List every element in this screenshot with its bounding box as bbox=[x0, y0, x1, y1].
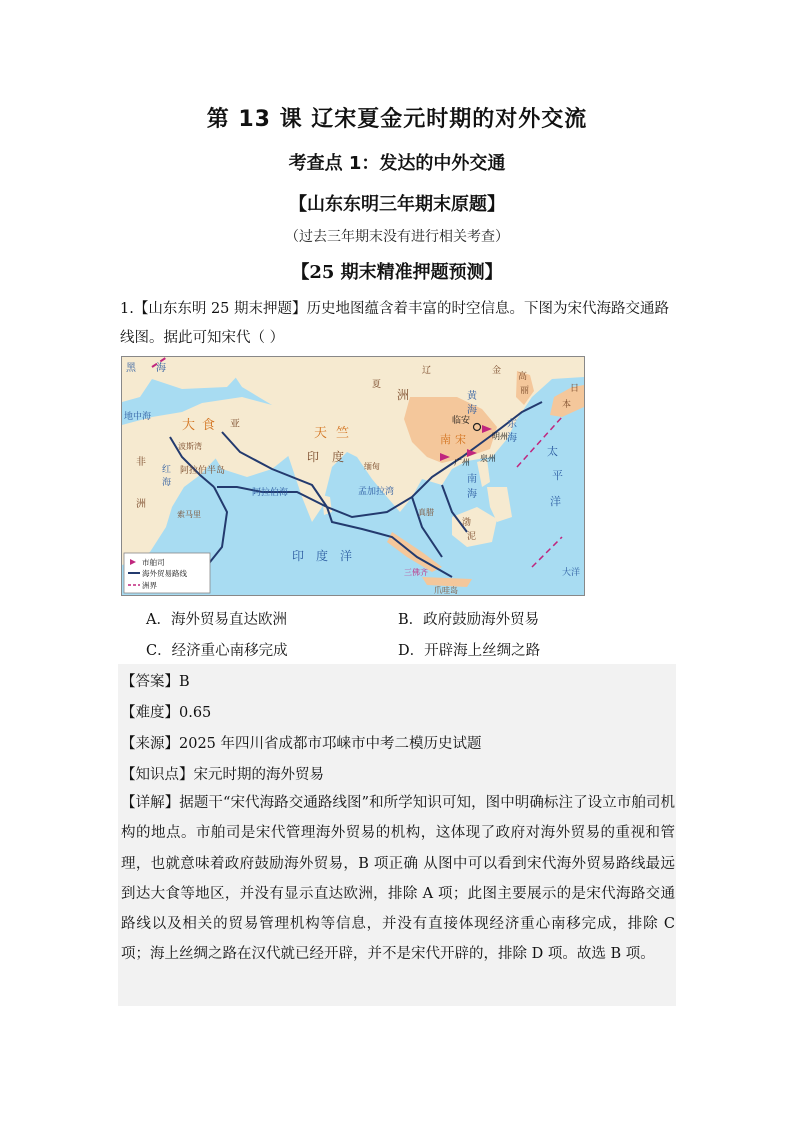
label-east-sea: 东 bbox=[507, 419, 517, 430]
detail-explanation: 【详解】据题干“宋代海路交通路线图”和所学知识可知，图中明确标注了设立市舶司机构的地点。市舶司是宋代管理海外贸易的机构，这体现了政府对海外贸易的重视和管理，也就意味着政府鼓励海外贸易，B 项正确 从图中可以看到宋代海外贸易路线最远到达大食等地区，并没有显示直达欧洲，排除 A 项；此图主要展示的是宋代海路交通路线以及相关的贸易管理机构等信息，并没有直接体现经济重心南移完成，排除 C 项；海上丝绸之路在汉代就已经开辟，并不是宋代开辟的，排除 D 项。故选 B 项。 bbox=[121, 795, 675, 963]
label-myanmar: 缅甸 bbox=[364, 462, 380, 471]
label-pacific-3: 洋 bbox=[550, 495, 561, 508]
label-southern-song: 南 bbox=[440, 433, 451, 446]
label-red-sea: 红 bbox=[162, 465, 172, 475]
lesson-title: 第 13 课 辽宋夏金元时期的对外交流 bbox=[206, 107, 588, 132]
label-japan: 日 bbox=[570, 384, 580, 394]
label-dashi: 大 bbox=[182, 418, 196, 433]
label-boni: 渤 bbox=[462, 518, 472, 528]
label-somalia: 索马里 bbox=[177, 510, 201, 519]
label-bay-of-bengal: 孟加拉湾 bbox=[358, 487, 395, 497]
source-line: 【来源】2025 年四川省成都市邛崃市中考二模历史试题 bbox=[121, 736, 482, 752]
song-sea-route-map bbox=[121, 356, 585, 596]
label-zhenla: 真腊 bbox=[418, 508, 434, 517]
answer-line: 【答案】B bbox=[121, 674, 190, 690]
label-goryeo-2: 丽 bbox=[520, 386, 530, 396]
label-asia-ya: 亚 bbox=[230, 419, 240, 430]
label-red-sea-2: 海 bbox=[162, 478, 172, 488]
section-note: （过去三年期末没有进行相关考查） bbox=[285, 229, 509, 245]
label-asia: 洲 bbox=[397, 388, 410, 402]
label-oceania: 大洋 bbox=[562, 568, 581, 578]
label-boni-2: 泥 bbox=[467, 532, 477, 542]
label-japan-2: 本 bbox=[562, 400, 572, 410]
difficulty-line: 【难度】0.65 bbox=[121, 705, 212, 721]
label-south-sea: 南 bbox=[467, 474, 477, 485]
knowledge-line: 【知识点】宋元时期的海外贸易 bbox=[121, 767, 324, 783]
label-africa-2: 洲 bbox=[136, 499, 146, 510]
exam-point-title: 考查点 1：发达的中外交通 bbox=[288, 153, 506, 174]
legend-border: 洲界 bbox=[142, 581, 157, 590]
label-quanzhou: 泉州 bbox=[480, 454, 496, 463]
label-yellow-sea: 黄 bbox=[467, 391, 477, 402]
label-heihai: 黑 bbox=[126, 363, 136, 374]
question-stem: 1.【山东东明 25 期末押题】历史地图蕴含着丰富的时空信息。下图为宋代海路交通路线图。据此可知宋代（ ） bbox=[120, 301, 670, 346]
label-southern-song-2: 宋 bbox=[455, 433, 466, 446]
option-d[interactable]: D．开辟海上丝绸之路 bbox=[398, 643, 541, 659]
label-pacific-2: 平 bbox=[552, 469, 563, 482]
label-tianzhu-2: 竺 bbox=[336, 426, 350, 441]
label-arabian-sea: 阿拉伯海 bbox=[252, 488, 289, 498]
label-dashi-2: 食 bbox=[202, 418, 216, 433]
option-a[interactable]: A．海外贸易直达欧洲 bbox=[146, 612, 287, 628]
label-jin: 金 bbox=[492, 366, 502, 376]
label-indian-ocean: 印 度 洋 bbox=[292, 549, 353, 563]
label-persian-gulf: 波斯湾 bbox=[178, 442, 202, 451]
map-legend bbox=[124, 553, 210, 593]
label-mediterranean: 地中海 bbox=[124, 412, 152, 422]
option-b[interactable]: B．政府鼓励海外贸易 bbox=[398, 612, 540, 628]
section-prediction: 【25 期末精准押题预测】 bbox=[291, 262, 503, 283]
label-east-sea-2: 海 bbox=[507, 433, 517, 444]
label-africa: 非 bbox=[136, 457, 146, 468]
label-mingzhou: 明州 bbox=[492, 432, 508, 441]
section-original-questions: 【山东东明三年期末原题】 bbox=[289, 194, 505, 215]
legend-route: 海外贸易路线 bbox=[142, 569, 187, 578]
label-tianzhu: 天 bbox=[314, 426, 328, 441]
label-south-sea-2: 海 bbox=[467, 489, 477, 500]
label-yellow-sea-2: 海 bbox=[467, 405, 477, 416]
label-pacific-1: 太 bbox=[547, 445, 558, 458]
label-srivijaya: 三佛齐 bbox=[404, 568, 428, 577]
label-liao: 辽 bbox=[422, 366, 432, 376]
label-heihai2: 海 bbox=[156, 363, 166, 374]
label-java: 爪哇岛 bbox=[434, 586, 458, 595]
option-c[interactable]: C．经济重心南移完成 bbox=[146, 643, 288, 659]
label-goryeo: 高 bbox=[518, 372, 528, 382]
label-xixia: 夏 bbox=[372, 380, 382, 390]
label-india-2: 度 bbox=[332, 450, 345, 464]
label-arabian-peninsula: 阿拉伯半岛 bbox=[180, 466, 226, 476]
label-linan: 临安 bbox=[452, 416, 471, 426]
legend-shibosi: 市舶司 bbox=[142, 558, 165, 567]
label-guangzhou: 广州 bbox=[454, 458, 470, 467]
label-india: 印 bbox=[307, 450, 320, 464]
